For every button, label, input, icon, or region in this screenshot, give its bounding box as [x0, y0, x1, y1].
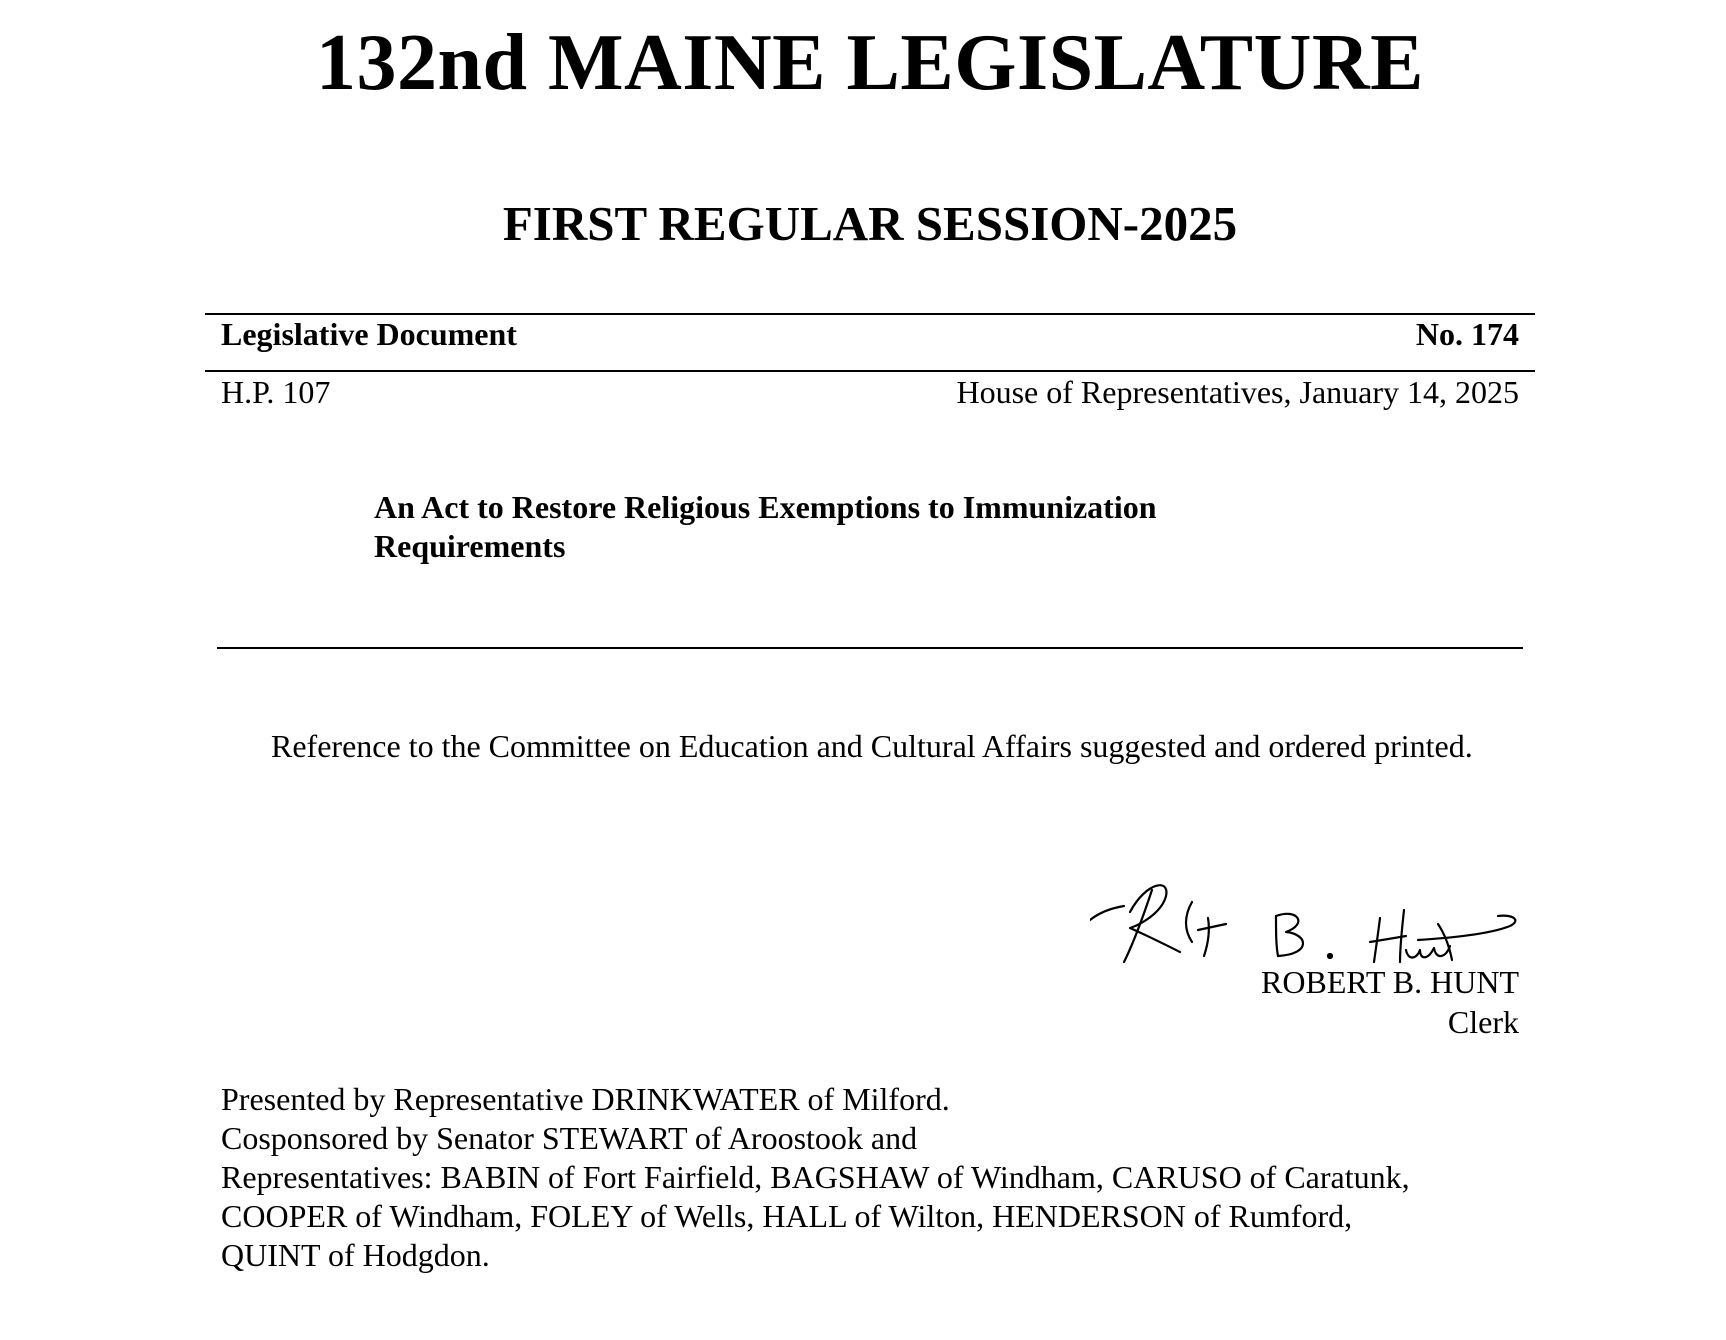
sponsor-line: Cosponsored by Senator STEWART of Aroostook and [221, 1120, 918, 1156]
sponsors-block [221, 1080, 1541, 1275]
sponsor-line: Presented by Representative DRINKWATER of Milford. [221, 1081, 950, 1117]
bill-title [374, 488, 1274, 566]
clerk-name: ROBERT B. HUNT [1261, 964, 1519, 1000]
hp-row [221, 372, 1519, 412]
bill-title-line: Requirements [374, 528, 566, 564]
bill-title-line: An Act to Restore Religious Exemptions to Immunization [374, 489, 1157, 525]
reference-statement: Reference to the Committee on Education and Cultural Affairs suggested and ordered printed. [271, 728, 1473, 764]
chamber-date: House of Representatives, January 14, 2025 [956, 374, 1519, 410]
document-number: No. 174 [1415, 316, 1519, 352]
sponsor-line: QUINT of Hodgdon. [221, 1237, 490, 1273]
clerk-block [1100, 962, 1519, 1042]
legislature-title: 132nd MAINE LEGISLATURE [315, 19, 1425, 107]
hp-number: H.P. 107 [221, 374, 331, 410]
section-rule [217, 647, 1523, 649]
sponsor-line: Representatives: BABIN of Fort Fairfield, BAGSHAW of Windham, CARUSO of Caratunk, [221, 1159, 1410, 1195]
legislative-document-label: Legislative Document [221, 316, 517, 352]
session-title: FIRST REGULAR SESSION-2025 [502, 196, 1238, 251]
clerk-title: Clerk [1447, 1004, 1519, 1040]
clerk-signature [1090, 872, 1520, 972]
sponsor-line: COOPER of Windham, FOLEY of Wells, HALL of Wilton, HENDERSON of Rumford, [221, 1198, 1353, 1234]
document-info-row [221, 314, 1519, 354]
